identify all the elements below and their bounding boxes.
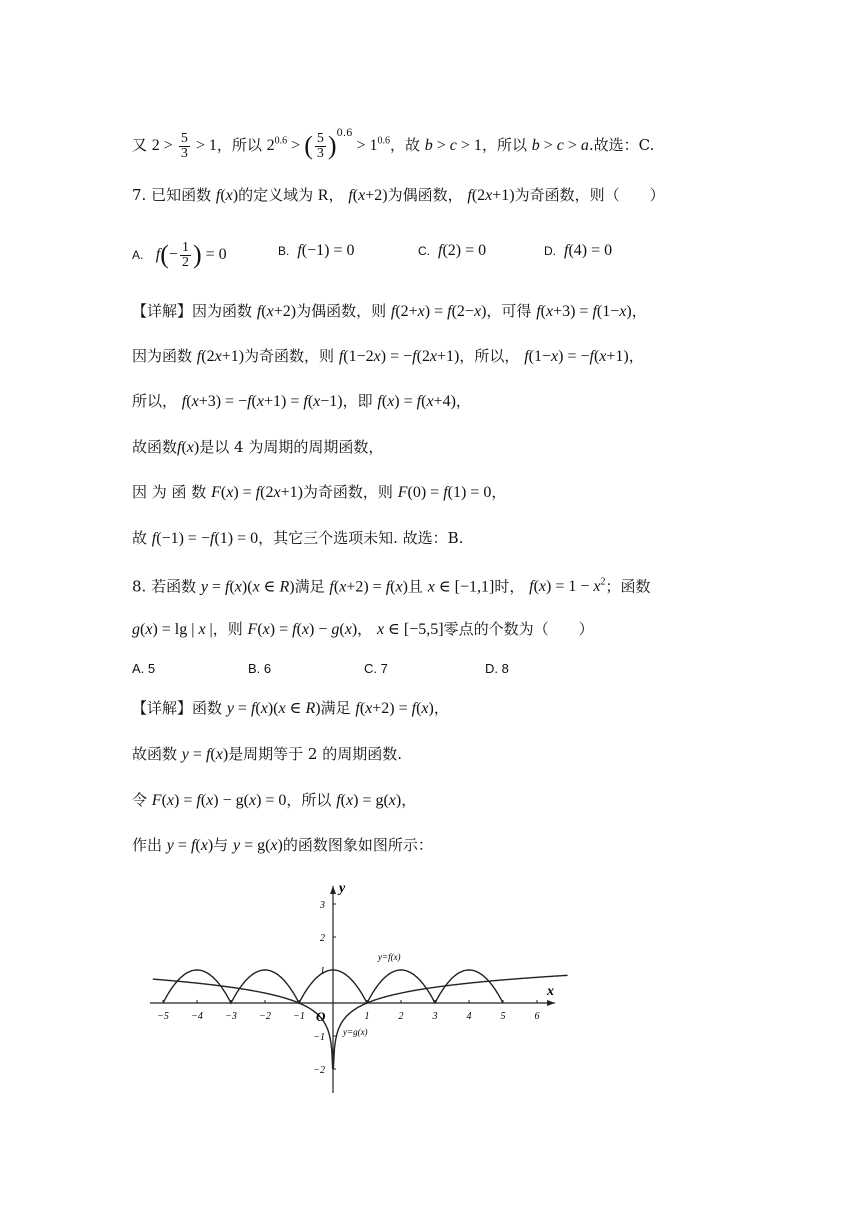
question-8-stem-1: 8. 若函数 y = f(x)(x ∈ R)满足 f(x+2) = f(x)且 x ∈ [−1,1]时， $f(x) = 1 - x^2$；函数 (132, 577, 651, 596)
x-tick-label: 1 (364, 1011, 370, 1022)
y-axis-arrow (330, 886, 336, 894)
q8-option-d: D. 8 (485, 661, 509, 676)
q7-solution-line-6: 故 f(−1) = −f(1) = 0，其它三个选项未知. 故选：B. (132, 529, 464, 547)
q7-option-c: C. f(2) = 0 (418, 242, 487, 259)
x-tick-label: −2 (259, 1011, 271, 1022)
q7-solution-line-5: 因 为 函 数 F(x) = f(2x+1)为奇函数，则 F(0) = f(1) = 0， (132, 483, 507, 501)
x-tick-label: 4 (466, 1011, 472, 1022)
x-tick-label: −1 (293, 1011, 305, 1022)
x-tick-label: −5 (157, 1011, 169, 1022)
q7-solution-line-1: 【详解】因为函数 f(x+2)为偶函数，则 f(2+x) = f(2−x)，可得 f(x+3) = f(1−x)， (132, 302, 647, 320)
q7-solution-line-4: 故函数f(x)是以 4 为周期的周期函数， (132, 438, 384, 456)
x-tick-label: −4 (191, 1011, 203, 1022)
curve-g (153, 975, 568, 1069)
x-tick-label: 2 (398, 1011, 404, 1022)
x-axis-label: x (547, 984, 554, 999)
curve-f-label: y=f(x) (378, 952, 401, 962)
y-tick-label: 2 (320, 933, 325, 944)
x-tick-label: 5 (500, 1011, 506, 1022)
y-tick-label: 3 (320, 900, 325, 911)
line-comparison: 又 2 > $\frac{5}{3}$ > 1，所以 $2^{0.6}$ > ( $\frac{5}{3}$ )$^{0.6} > 1^{0.6}$，故 b > c > 1，所以 b > c > a.故选：C. (132, 128, 655, 161)
q8-solution-line-3: 令 F(x) = f(x) − g(x) = 0，所以 f(x) = g(x)， (132, 791, 417, 809)
q8-solution-line-4: 作出 y = f(x)与 y = g(x)的函数图象如图所示： (132, 836, 433, 854)
q8-solution-line-1: 【详解】函数 y = f(x)(x ∈ R)满足 f(x+2) = f(x)， (132, 699, 449, 717)
y-axis-label: y (339, 881, 346, 896)
function-graph (140, 878, 580, 1098)
curve-g-label: y=g(x) (343, 1027, 368, 1037)
q7-solution-line-3: 所以， f(x+3) = −f(x+1) = f(x−1)，即 f(x) = f(x+4)， (132, 392, 471, 410)
q8-option-a: A. 5 (132, 661, 156, 676)
q7-solution-line-2: 因为函数 f(2x+1)为奇函数，则 f(1−2x) = −f(2x+1)，所以， f(1−x) = −f(x+1)， (132, 347, 644, 365)
q8-solution-line-2: 故函数 y = f(x)是周期等于 2 的周期函数. (132, 745, 403, 763)
axes (150, 886, 555, 1093)
question-8-stem-2: g(x) = lg | x |，则 F(x) = f(x) − g(x)， x ∈ [−5,5]零点的个数为（ ） (132, 620, 594, 638)
y-tick-label: −1 (313, 1032, 325, 1043)
q7-option-a: A. f(− $\frac{1}{2}$ ) = 0 (132, 239, 227, 270)
x-axis-arrow (547, 1000, 555, 1006)
origin-label: O (316, 1009, 326, 1024)
x-tick-label: 6 (534, 1011, 540, 1022)
x-tick-label: 3 (432, 1011, 438, 1022)
y-tick-label: −2 (313, 1065, 325, 1076)
x-tick-label: −3 (225, 1011, 237, 1022)
q7-option-d: D. f(4) = 0 (544, 242, 613, 259)
q8-option-c: C. 7 (364, 661, 388, 676)
q8-option-b: B. 6 (248, 661, 272, 676)
y-tick-label: 1 (320, 966, 325, 977)
q7-option-b: B. f(−1) = 0 (278, 242, 355, 259)
question-7-stem: 7. 已知函数 f(x)的定义域为 R， f(x+2)为偶函数， f(2x+1)为奇函数，则（ ） (132, 186, 665, 204)
